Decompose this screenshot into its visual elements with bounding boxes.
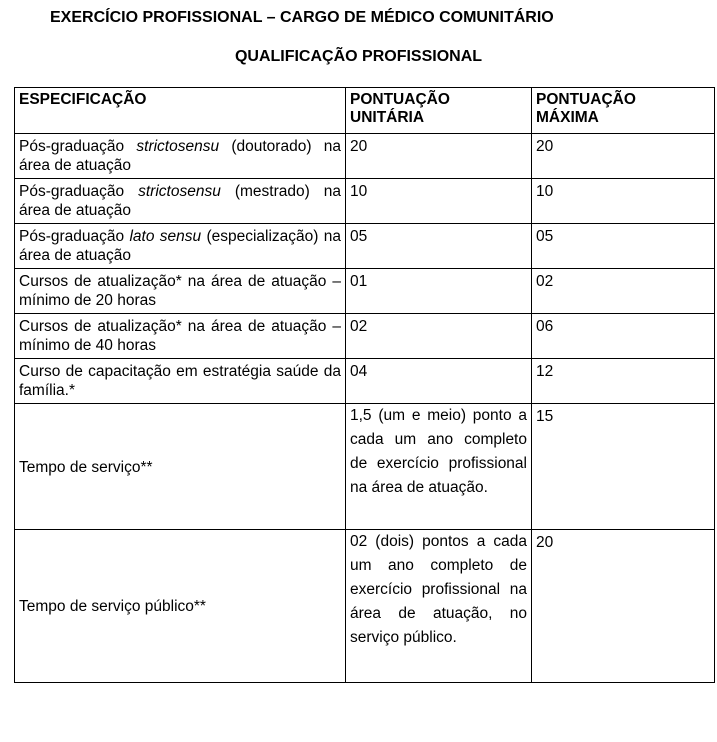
header-max [532,88,715,134]
header-unit-line2: UNITÁRIA [350,109,425,126]
max-score-cell: 15 [532,404,715,530]
unit-score-cell: 04 [346,359,532,404]
table-row [15,314,715,359]
table-row [15,224,715,269]
unit-score-cell: 10 [346,179,532,224]
max-score-cell: 10 [532,179,715,224]
unit-score-cell: 02 [346,314,532,359]
spec-cell: Tempo de serviço público** [15,530,346,683]
max-score-cell: 02 [532,269,715,314]
header-spec: ESPECIFICAÇÃO [15,88,346,134]
table-row [15,359,715,404]
spec-text-italic: lato sensu [129,228,202,245]
spec-text: (doutorado) na área de atuação [19,138,341,174]
spec-cell: Tempo de serviço** [15,404,346,530]
header-max-line2: MÁXIMA [536,109,599,126]
qualification-table [14,87,715,683]
table-row [15,179,715,224]
header-unit-line1: PONTUAÇÃO [350,91,450,108]
spec-text: Pós-graduação [19,138,137,155]
document-subtitle: QUALIFICAÇÃO PROFISSIONAL [234,48,483,65]
max-score-cell: 20 [532,530,715,683]
table-row [15,404,715,530]
spec-cell [15,179,346,224]
header-unit [346,88,532,134]
unit-score-cell: 02 (dois) pontos a cada um ano completo de exercício profissional na área de atuação, no serviço público. [346,530,532,683]
spec-cell: Curso de capacitação em estratégia saúde da família.* [15,359,346,404]
spec-text-italic: strictosensu [136,138,220,155]
max-score-cell: 20 [532,134,715,179]
max-score-cell: 12 [532,359,715,404]
table-header-row [15,88,715,134]
header-max-line1: PONTUAÇÃO [536,91,636,108]
table-row [15,134,715,179]
unit-score-cell: 05 [346,224,532,269]
spec-cell [15,134,346,179]
document-title: EXERCÍCIO PROFISSIONAL – CARGO DE MÉDICO COMUNITÁRIO [50,9,554,26]
unit-score-cell: 01 [346,269,532,314]
spec-text: (mestrado) na área de atuação [19,183,341,219]
table-row [15,530,715,683]
spec-text: Pós-graduação [19,183,139,200]
spec-cell: Cursos de atualização* na área de atuação – mínimo de 40 horas [15,314,346,359]
spec-text: Pós-graduação [19,228,130,245]
spec-text-italic: strictosensu [138,183,221,200]
max-score-cell: 06 [532,314,715,359]
max-score-cell: 05 [532,224,715,269]
unit-score-cell: 1,5 (um e meio) ponto a cada um ano completo de exercício profissional na área de atuação. [346,404,532,530]
spec-text: (especialização) na área de atuação [19,228,341,264]
table-row [15,269,715,314]
spec-cell: Cursos de atualização* na área de atuação – mínimo de 20 horas [15,269,346,314]
spec-cell [15,224,346,269]
unit-score-cell: 20 [346,134,532,179]
